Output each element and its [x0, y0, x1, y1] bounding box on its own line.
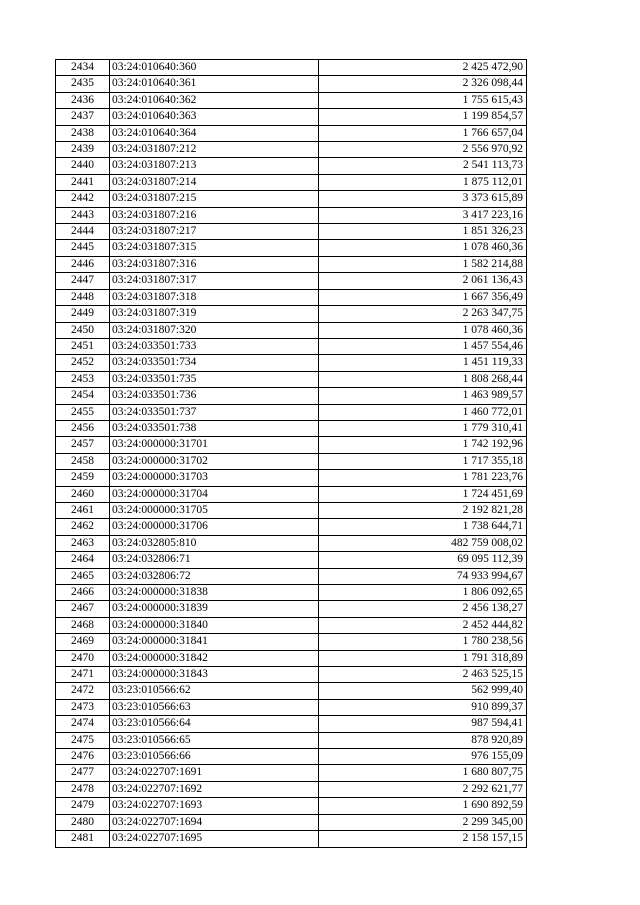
- row-number-cell: 2465: [56, 568, 110, 584]
- table-row: [56, 224, 527, 240]
- value-cell: 1 451 119,33: [319, 355, 527, 371]
- row-number-cell: 2452: [56, 355, 110, 371]
- table-row: [56, 535, 527, 551]
- table-row: [56, 174, 527, 190]
- row-number-cell: 2436: [56, 92, 110, 108]
- row-number-cell: 2460: [56, 486, 110, 502]
- cadastral-number-cell: 03:24:022707:1695: [110, 831, 319, 847]
- row-number-cell: 2461: [56, 502, 110, 518]
- value-cell: 1 780 238,56: [319, 634, 527, 650]
- cadastral-number-cell: 03:24:033501:738: [110, 420, 319, 436]
- row-number-cell: 2437: [56, 109, 110, 125]
- cadastral-number-cell: 03:24:033501:736: [110, 388, 319, 404]
- value-cell: 1 690 892,59: [319, 798, 527, 814]
- value-cell: 2 299 345,00: [319, 814, 527, 830]
- row-number-cell: 2450: [56, 322, 110, 338]
- row-number-cell: 2456: [56, 420, 110, 436]
- row-number-cell: 2480: [56, 814, 110, 830]
- cadastral-number-cell: 03:24:000000:31704: [110, 486, 319, 502]
- row-number-cell: 2446: [56, 256, 110, 272]
- cadastral-number-cell: 03:23:010566:62: [110, 683, 319, 699]
- cadastral-number-cell: 03:24:031807:214: [110, 174, 319, 190]
- table-row: [56, 437, 527, 453]
- table-row: [56, 699, 527, 715]
- cadastral-number-cell: 03:23:010566:63: [110, 699, 319, 715]
- cadastral-number-cell: 03:24:010640:362: [110, 92, 319, 108]
- row-number-cell: 2458: [56, 453, 110, 469]
- value-cell: 976 155,09: [319, 749, 527, 765]
- cadastral-number-cell: 03:24:031807:315: [110, 240, 319, 256]
- value-cell: 1 791 318,89: [319, 650, 527, 666]
- cadastral-number-cell: 03:24:032806:71: [110, 552, 319, 568]
- cadastral-number-cell: 03:24:000000:31843: [110, 667, 319, 683]
- value-cell: 987 594,41: [319, 716, 527, 732]
- cadastral-number-cell: 03:24:031807:320: [110, 322, 319, 338]
- table-row: [56, 273, 527, 289]
- cadastral-number-cell: 03:24:000000:31840: [110, 617, 319, 633]
- table-row: [56, 338, 527, 354]
- value-cell: 1 717 355,18: [319, 453, 527, 469]
- row-number-cell: 2475: [56, 732, 110, 748]
- table-row: [56, 552, 527, 568]
- row-number-cell: 2444: [56, 224, 110, 240]
- row-number-cell: 2435: [56, 76, 110, 92]
- cadastral-number-cell: 03:24:010640:364: [110, 125, 319, 141]
- table-row: [56, 798, 527, 814]
- row-number-cell: 2468: [56, 617, 110, 633]
- row-number-cell: 2440: [56, 158, 110, 174]
- cadastral-number-cell: 03:24:000000:31839: [110, 601, 319, 617]
- value-cell: 1 808 268,44: [319, 371, 527, 387]
- row-number-cell: 2476: [56, 749, 110, 765]
- value-cell: 1 457 554,46: [319, 338, 527, 354]
- table-row: [56, 306, 527, 322]
- row-number-cell: 2457: [56, 437, 110, 453]
- cadastral-number-cell: 03:24:031807:213: [110, 158, 319, 174]
- cadastral-number-cell: 03:24:000000:31841: [110, 634, 319, 650]
- value-cell: 1 463 989,57: [319, 388, 527, 404]
- cadastral-number-cell: 03:24:010640:363: [110, 109, 319, 125]
- value-cell: 2 463 525,15: [319, 667, 527, 683]
- value-cell: 2 556 970,92: [319, 142, 527, 158]
- cadastral-number-cell: 03:24:000000:31701: [110, 437, 319, 453]
- row-number-cell: 2438: [56, 125, 110, 141]
- table-row: [56, 371, 527, 387]
- value-cell: 878 920,89: [319, 732, 527, 748]
- value-cell: 1 199 854,57: [319, 109, 527, 125]
- cadastral-number-cell: 03:24:033501:737: [110, 404, 319, 420]
- row-number-cell: 2451: [56, 338, 110, 354]
- cadastral-number-cell: 03:24:031807:217: [110, 224, 319, 240]
- row-number-cell: 2448: [56, 289, 110, 305]
- cadastral-number-cell: 03:24:000000:31702: [110, 453, 319, 469]
- table-row: [56, 125, 527, 141]
- value-cell: 1 766 657,04: [319, 125, 527, 141]
- row-number-cell: 2443: [56, 207, 110, 223]
- table-row: [56, 158, 527, 174]
- cadastral-number-cell: 03:24:031807:317: [110, 273, 319, 289]
- cadastral-number-cell: 03:24:010640:361: [110, 76, 319, 92]
- table-row: [56, 388, 527, 404]
- value-cell: 1 781 223,76: [319, 470, 527, 486]
- value-cell: 1 875 112,01: [319, 174, 527, 190]
- table-row: [56, 109, 527, 125]
- table-row: [56, 831, 527, 847]
- value-cell: 1 078 460,36: [319, 240, 527, 256]
- value-cell: 1 755 615,43: [319, 92, 527, 108]
- value-cell: 1 738 644,71: [319, 519, 527, 535]
- table-row: [56, 781, 527, 797]
- value-cell: 1 806 092,65: [319, 585, 527, 601]
- cadastral-number-cell: 03:23:010566:65: [110, 732, 319, 748]
- table-row: [56, 92, 527, 108]
- value-cell: 69 095 112,39: [319, 552, 527, 568]
- cadastral-number-cell: 03:24:000000:31842: [110, 650, 319, 666]
- row-number-cell: 2478: [56, 781, 110, 797]
- table-row: [56, 453, 527, 469]
- table-row: [56, 355, 527, 371]
- row-number-cell: 2471: [56, 667, 110, 683]
- table-row: [56, 256, 527, 272]
- row-number-cell: 2462: [56, 519, 110, 535]
- table-row: [56, 322, 527, 338]
- row-number-cell: 2454: [56, 388, 110, 404]
- cadastral-number-cell: 03:23:010566:66: [110, 749, 319, 765]
- value-cell: 1 667 356,49: [319, 289, 527, 305]
- table-row: [56, 617, 527, 633]
- table-row: [56, 60, 527, 76]
- row-number-cell: 2466: [56, 585, 110, 601]
- table-row: [56, 76, 527, 92]
- value-cell: 2 541 113,73: [319, 158, 527, 174]
- row-number-cell: 2434: [56, 60, 110, 76]
- table-row: [56, 568, 527, 584]
- row-number-cell: 2445: [56, 240, 110, 256]
- table-row: [56, 207, 527, 223]
- value-cell: 1 742 192,96: [319, 437, 527, 453]
- table-row: [56, 634, 527, 650]
- table-row: [56, 667, 527, 683]
- table-row: [56, 601, 527, 617]
- cadastral-number-cell: 03:24:031807:319: [110, 306, 319, 322]
- table-row: [56, 683, 527, 699]
- value-cell: 2 456 138,27: [319, 601, 527, 617]
- table-row: [56, 732, 527, 748]
- value-cell: 2 452 444,82: [319, 617, 527, 633]
- cadastral-number-cell: 03:24:031807:318: [110, 289, 319, 305]
- cadastral-number-cell: 03:24:000000:31705: [110, 502, 319, 518]
- value-cell: 1 680 807,75: [319, 765, 527, 781]
- value-cell: 2 061 136,43: [319, 273, 527, 289]
- cadastral-number-cell: 03:24:031807:212: [110, 142, 319, 158]
- row-number-cell: 2441: [56, 174, 110, 190]
- cadastral-number-cell: 03:23:010566:64: [110, 716, 319, 732]
- value-cell: 482 759 008,02: [319, 535, 527, 551]
- cadastral-number-cell: 03:24:033501:735: [110, 371, 319, 387]
- row-number-cell: 2469: [56, 634, 110, 650]
- cadastral-number-cell: 03:24:031807:316: [110, 256, 319, 272]
- cadastral-number-cell: 03:24:022707:1694: [110, 814, 319, 830]
- value-cell: 910 899,37: [319, 699, 527, 715]
- table-row: [56, 502, 527, 518]
- table-row: [56, 470, 527, 486]
- table-row: [56, 765, 527, 781]
- value-cell: 1 724 451,69: [319, 486, 527, 502]
- row-number-cell: 2449: [56, 306, 110, 322]
- row-number-cell: 2479: [56, 798, 110, 814]
- row-number-cell: 2439: [56, 142, 110, 158]
- cadastral-number-cell: 03:24:031807:215: [110, 191, 319, 207]
- row-number-cell: 2453: [56, 371, 110, 387]
- table-row: [56, 814, 527, 830]
- cadastral-number-cell: 03:24:033501:733: [110, 338, 319, 354]
- value-cell: 2 425 472,90: [319, 60, 527, 76]
- cadastral-number-cell: 03:24:022707:1691: [110, 765, 319, 781]
- table-row: [56, 420, 527, 436]
- row-number-cell: 2459: [56, 470, 110, 486]
- value-cell: 3 373 615,89: [319, 191, 527, 207]
- row-number-cell: 2474: [56, 716, 110, 732]
- cadastral-number-cell: 03:24:032806:72: [110, 568, 319, 584]
- cadastral-value-table: [55, 59, 527, 848]
- value-cell: 1 779 310,41: [319, 420, 527, 436]
- table-row: [56, 289, 527, 305]
- row-number-cell: 2481: [56, 831, 110, 847]
- value-cell: 2 192 821,28: [319, 502, 527, 518]
- row-number-cell: 2467: [56, 601, 110, 617]
- cadastral-number-cell: 03:24:031807:216: [110, 207, 319, 223]
- value-cell: 3 417 223,16: [319, 207, 527, 223]
- value-cell: 2 158 157,15: [319, 831, 527, 847]
- table-row: [56, 142, 527, 158]
- table-row: [56, 749, 527, 765]
- value-cell: 1 460 772,01: [319, 404, 527, 420]
- cadastral-number-cell: 03:24:032805:810: [110, 535, 319, 551]
- table-row: [56, 585, 527, 601]
- cadastral-number-cell: 03:24:022707:1693: [110, 798, 319, 814]
- value-cell: 74 933 994,67: [319, 568, 527, 584]
- row-number-cell: 2472: [56, 683, 110, 699]
- table-row: [56, 404, 527, 420]
- value-cell: 1 078 460,36: [319, 322, 527, 338]
- cadastral-number-cell: 03:24:022707:1692: [110, 781, 319, 797]
- table-row: [56, 191, 527, 207]
- value-cell: 1 582 214,88: [319, 256, 527, 272]
- row-number-cell: 2455: [56, 404, 110, 420]
- value-cell: 562 999,40: [319, 683, 527, 699]
- row-number-cell: 2477: [56, 765, 110, 781]
- value-cell: 2 326 098,44: [319, 76, 527, 92]
- table-row: [56, 240, 527, 256]
- row-number-cell: 2464: [56, 552, 110, 568]
- row-number-cell: 2463: [56, 535, 110, 551]
- value-cell: 2 263 347,75: [319, 306, 527, 322]
- cadastral-number-cell: 03:24:000000:31838: [110, 585, 319, 601]
- table-row: [56, 486, 527, 502]
- cadastral-number-cell: 03:24:000000:31703: [110, 470, 319, 486]
- cadastral-number-cell: 03:24:000000:31706: [110, 519, 319, 535]
- row-number-cell: 2470: [56, 650, 110, 666]
- value-cell: 2 292 621,77: [319, 781, 527, 797]
- value-cell: 1 851 326,23: [319, 224, 527, 240]
- table-body: [56, 60, 527, 848]
- row-number-cell: 2473: [56, 699, 110, 715]
- table-row: [56, 519, 527, 535]
- cadastral-number-cell: 03:24:010640:360: [110, 60, 319, 76]
- cadastral-number-cell: 03:24:033501:734: [110, 355, 319, 371]
- row-number-cell: 2447: [56, 273, 110, 289]
- row-number-cell: 2442: [56, 191, 110, 207]
- table-row: [56, 716, 527, 732]
- table-row: [56, 650, 527, 666]
